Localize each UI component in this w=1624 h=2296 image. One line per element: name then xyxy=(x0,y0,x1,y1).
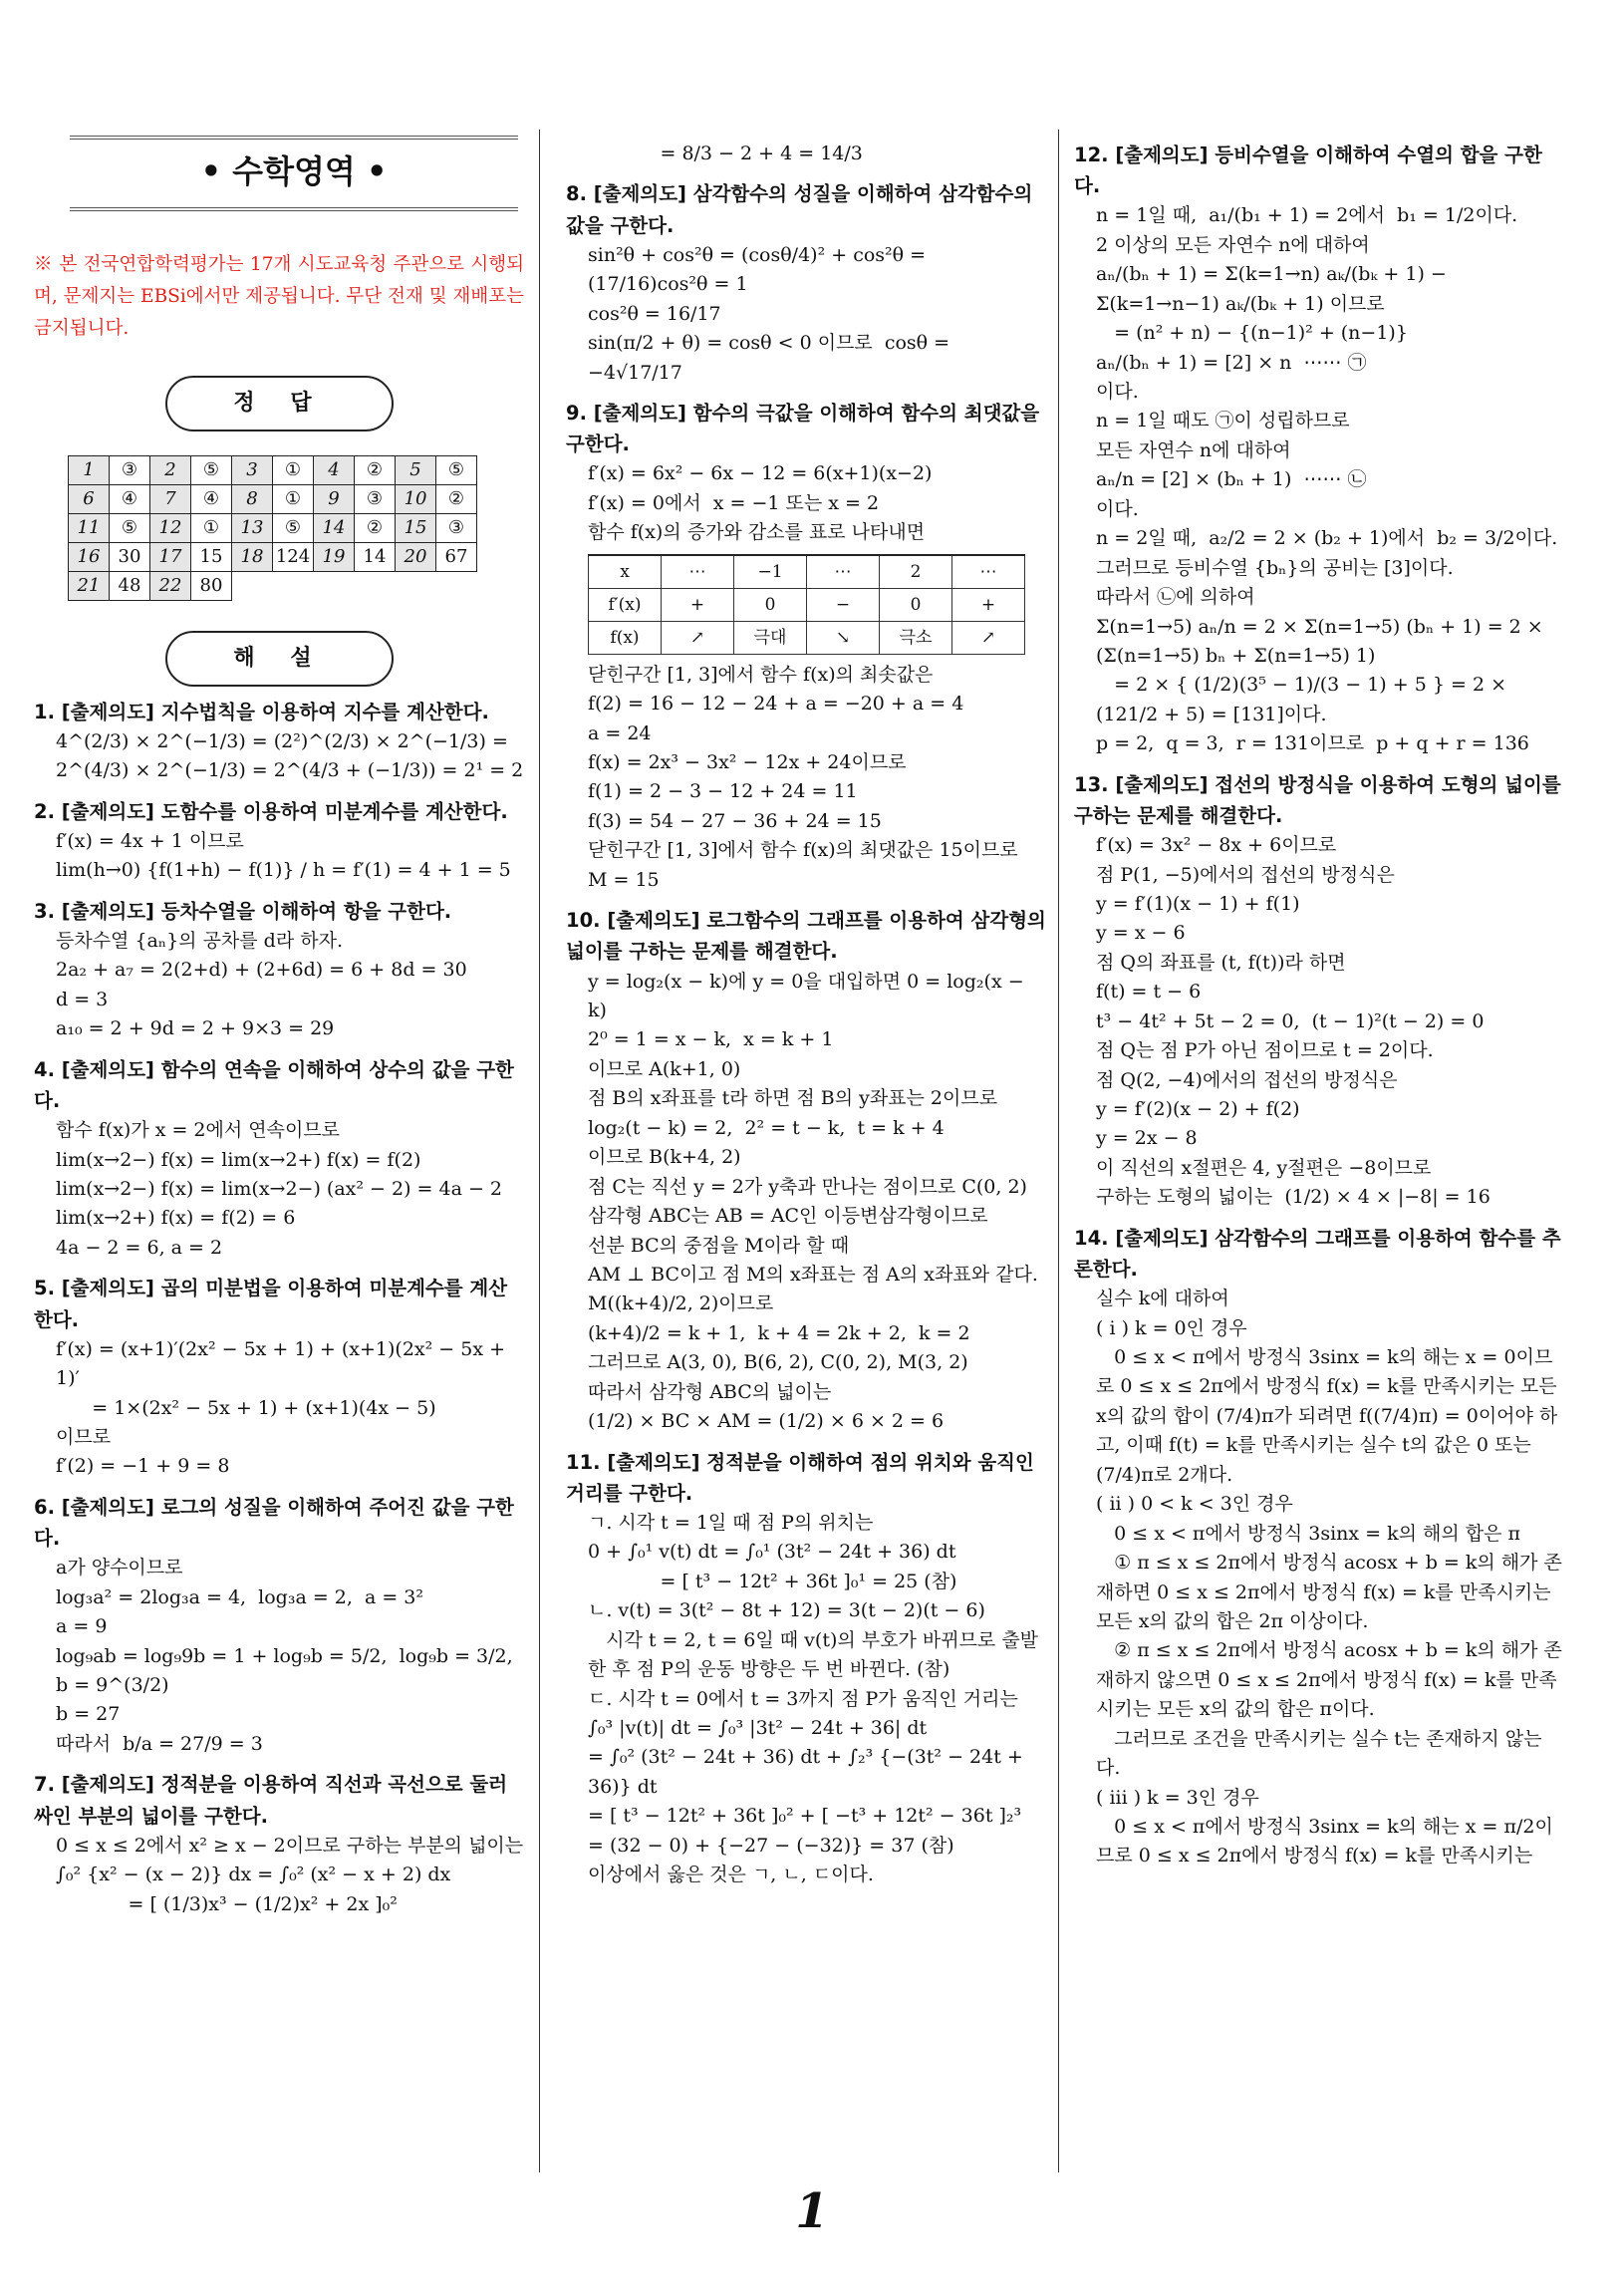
solution-line: p = 2, q = 3, r = 131이므로 p + q + r = 136 xyxy=(1096,732,1529,755)
answer-row xyxy=(69,455,477,484)
question-number: 5 xyxy=(396,455,436,484)
solution-line: 0 ≤ x < π에서 방정식 3sinx = k의 해의 합은 π xyxy=(1096,1522,1521,1545)
solution-block xyxy=(34,1054,524,1264)
solution-block xyxy=(34,796,524,886)
solution-line: 0 ≤ x < π에서 방정식 3sinx = k의 해는 x = π/2이므로 0 ≤ x ≤ 2π에서 방정식 f(x) = k를 만족시키는 xyxy=(1096,1816,1553,1867)
solution-heading-text: 13. [출제의도] 접선의 방정식을 이용하여 도형의 넓이를 구하는 문제를 해결한다. xyxy=(1074,772,1561,827)
solution-line: log₂(t − k) = 2, 2² = t − k, t = k + 4 xyxy=(588,1116,945,1139)
solution-line: 그러므로 조건을 만족시키는 실수 t는 존재하지 않는다. xyxy=(1096,1727,1542,1780)
solution-line: 함수 f(x)의 증가와 감소를 표로 나타내면 xyxy=(588,521,926,544)
solution-line: 이다. xyxy=(1096,497,1139,520)
sign-table-cell: − xyxy=(807,588,880,621)
solution-line: aₙ/(bₙ + 1) = [2] × n ⋯⋯ ㉠ xyxy=(1096,351,1367,374)
solution-line: = [ t³ − 12t² + 36t ]₀² + [ −t³ + 12t² − 36t ]₂³ xyxy=(588,1805,1022,1828)
question-number: 14 xyxy=(314,513,355,542)
sign-table-cell: 0 xyxy=(880,588,952,621)
solution-heading-text: 11. [출제의도] 정적분을 이해하여 점의 위치와 움직인 거리를 구한다. xyxy=(566,1450,1034,1505)
solution-line: 이다. xyxy=(1096,381,1139,403)
solution-block xyxy=(566,905,1046,1436)
solution-line: f′(x) = 3x² − 8x + 6이므로 xyxy=(1096,834,1337,857)
solution-line: ㄷ. 시각 t = 0에서 t = 3까지 점 P가 움직인 거리는 xyxy=(588,1687,1018,1710)
solution-heading-text: 1. [출제의도] 지수법칙을 이용하여 지수를 계산한다. xyxy=(34,700,489,723)
solution-line: 그러므로 A(3, 0), B(6, 2), C(0, 2), M(3, 2) xyxy=(588,1351,968,1374)
solution-line: n = 2일 때, a₂/2 = 2 × (b₂ + 1)에서 b₂ = 3/2이다. xyxy=(1096,527,1558,550)
question-number: 8 xyxy=(232,484,273,513)
solution-line: f(x) = 2x³ − 3x² − 12x + 24이므로 xyxy=(588,751,907,773)
solution-line: f(3) = 54 − 27 − 36 + 24 = 15 xyxy=(588,809,882,832)
solution-line: 모든 자연수 n에 대하여 xyxy=(1096,438,1291,461)
solution-line: y = f′(1)(x − 1) + f(1) xyxy=(1096,892,1300,915)
solution-line: = 1×(2x² − 5x + 1) + (x+1)(4x − 5) xyxy=(56,1396,436,1419)
sign-table-cell: −1 xyxy=(734,555,807,589)
solution-line: a = 9 xyxy=(56,1615,108,1638)
solution-block xyxy=(566,1447,1046,1890)
solution-line: cos²θ = 16/17 xyxy=(588,302,721,325)
solution-line: f′(x) = 6x² − 6x − 12 = 6(x+1)(x−2) xyxy=(588,462,933,485)
answer-value: 124 xyxy=(273,542,314,571)
solution-line: 선분 BC의 중점을 M이라 할 때 xyxy=(588,1234,850,1257)
solution-line: = ∫₀² (3t² − 24t + 36) dt + ∫₂³ {−(3t² − 24t + 36)} dt xyxy=(588,1746,1029,1798)
solution-block xyxy=(566,140,1046,168)
sign-table-cell: ↘ xyxy=(807,621,880,654)
solution-line: f′(x) = 4x + 1 이므로 xyxy=(56,829,244,852)
solution-heading-text: 14. [출제의도] 삼각함수의 그래프를 이용하여 함수를 추론한다. xyxy=(1074,1226,1561,1281)
solution-line: ㄴ. v(t) = 3(t² − 8t + 12) = 3(t − 2)(t − 6) xyxy=(588,1599,985,1622)
question-number: 10 xyxy=(396,484,436,513)
solution-line: f′(x) = 0에서 x = −1 또는 x = 2 xyxy=(588,491,880,514)
solution-block xyxy=(566,178,1046,388)
answer-value: ① xyxy=(191,513,232,542)
solution-line: ( iii ) k = 3인 경우 xyxy=(1096,1786,1259,1809)
solution-line: lim(h→0) {f(1+h) − f(1)} / h = f′(1) = 4 + 1 = 5 xyxy=(56,859,511,882)
sign-table-cell: 극대 xyxy=(734,621,807,654)
solution-line: f(t) = t − 6 xyxy=(1096,981,1202,1004)
solution-line: ∫₀³ |v(t)| dt = ∫₀³ |3t² − 24t + 36| dt xyxy=(588,1717,928,1739)
column-2 xyxy=(566,130,1046,1890)
solution-line: 따라서 b/a = 27/9 = 3 xyxy=(56,1732,263,1755)
solution-line: aₙ/n = [2] × (bₙ + 1) ⋯⋯ ㉡ xyxy=(1096,468,1367,491)
solution-heading-text: 8. [출제의도] 삼각함수의 성질을 이해하여 삼각함수의 값을 구한다. xyxy=(566,182,1033,237)
column-divider xyxy=(539,130,540,2172)
solution-line: = 2 × { (1/2)(3⁵ − 1)/(3 − 1) + 5 } = 2 × (121/2 + 5) = [131]이다. xyxy=(1096,674,1513,725)
solutions-col2 xyxy=(566,140,1046,1890)
solution-heading-text: 12. [출제의도] 등비수열을 이해하여 수열의 합을 구한다. xyxy=(1074,144,1542,198)
answer-heading: 정 답 xyxy=(165,376,394,431)
solution-line: 4^(2/3) × 2^(−1/3) = (2²)^(2/3) × 2^(−1/3) = 2^(4/3) × 2^(−1/3) = 2^(4/3 + (−1/3)) = 2¹ = 2 xyxy=(56,729,524,782)
solution-block xyxy=(34,1273,524,1482)
sign-table-cell: ↗ xyxy=(662,621,734,654)
solution-heading-text: 2. [출제의도] 도함수를 이용하여 미분계수를 계산한다. xyxy=(34,799,508,823)
solution-block xyxy=(34,697,524,786)
question-number: 13 xyxy=(232,513,273,542)
solution-line: f(2) = 16 − 12 − 24 + a = −20 + a = 4 xyxy=(588,693,964,716)
page-number: 1 xyxy=(795,2183,829,2239)
solution-line: 닫힌구간 [1, 3]에서 함수 f(x)의 최댓값은 15이므로 xyxy=(588,839,1018,862)
column-3 xyxy=(1074,130,1562,1871)
sign-table-cell: + xyxy=(952,588,1025,621)
solution-heading-text: 7. [출제의도] 정적분을 이용하여 직선과 곡선으로 둘러싸인 부분의 넓이를 구한다. xyxy=(34,1773,508,1828)
solution-line: 점 B의 x좌표를 t라 하면 점 B의 y좌표는 2이므로 xyxy=(588,1087,998,1110)
solution-line: lim(x→2−) f(x) = lim(x→2−) (ax² − 2) = 4a − 2 xyxy=(56,1178,503,1201)
solution-line: ② π ≤ x ≤ 2π에서 방정식 acosx + b = k의 해가 존재하지 않으면 0 ≤ x ≤ 2π에서 방정식 f(x) = k를 만족시키는 모든 x의 값의 합은 π이다. xyxy=(1096,1639,1562,1721)
sign-table-cell: ⋯ xyxy=(952,555,1025,589)
solution-line: f′(2) = −1 + 9 = 8 xyxy=(56,1455,230,1478)
solution-line: n = 1일 때, a₁/(b₁ + 1) = 2에서 b₁ = 1/2이다. xyxy=(1096,204,1518,227)
question-number: 12 xyxy=(150,513,191,542)
question-number: 19 xyxy=(314,542,355,571)
answer-value: ④ xyxy=(110,484,150,513)
answer-value: 48 xyxy=(110,571,150,600)
solution-line: (k+4)/2 = k + 1, k + 4 = 2k + 2, k = 2 xyxy=(588,1321,970,1344)
solution-line: ( ii ) 0 < k < 3인 경우 xyxy=(1096,1493,1293,1516)
solution-line: y = x − 6 xyxy=(1096,922,1186,945)
solution-line: aₙ/(bₙ + 1) = Σ(k=1→n) aₖ/(bₖ + 1) − Σ(k=1→n−1) aₖ/(bₖ + 1) 이므로 xyxy=(1096,263,1453,315)
solution-line: 0 + ∫₀¹ v(t) dt = ∫₀¹ (3t² − 24t + 36) dt xyxy=(588,1541,956,1564)
copyright-notice: ※ 본 전국연합학력평가는 17개 시도교육청 주관으로 시행되며, 문제지는 EBSi에서만 제공됩니다. 무단 전재 및 재배포는 금지됩니다. xyxy=(34,253,524,340)
solution-line: = (32 − 0) + {−27 − (−32)} = 37 (참) xyxy=(588,1834,954,1857)
answer-row xyxy=(69,571,477,600)
solution-block xyxy=(566,398,1046,895)
sign-table-cell: x xyxy=(589,555,662,589)
question-number: 2 xyxy=(150,455,191,484)
answer-value: ⑤ xyxy=(191,455,232,484)
answer-value: ③ xyxy=(110,455,150,484)
solution-line: ① π ≤ x ≤ 2π에서 방정식 acosx + b = k의 해가 존재하면 0 ≤ x ≤ 2π에서 방정식 f(x) = k를 만족시키는 모든 x의 값의 합은 2π 이상이다. xyxy=(1096,1552,1562,1632)
solution-line: 점 Q(2, −4)에서의 접선의 방정식은 xyxy=(1096,1068,1398,1091)
solution-line: 0 ≤ x ≤ 2에서 x² ≥ x − 2이므로 구하는 부분의 넓이는 xyxy=(56,1834,524,1857)
column-1 xyxy=(34,130,524,1919)
solution-block xyxy=(34,1769,524,1919)
solution-line: ∫₀² {x² − (x − 2)} dx = ∫₀² (x² − x + 2) dx xyxy=(56,1864,451,1886)
solution-line: t³ − 4t² + 5t − 2 = 0, (t − 1)²(t − 2) = 0 xyxy=(1096,1009,1485,1032)
solution-line: sin²θ + cos²θ = (cosθ/4)² + cos²θ = (17/16)cos²θ = 1 xyxy=(588,243,933,296)
question-number: 7 xyxy=(150,484,191,513)
question-number: 1 xyxy=(69,455,110,484)
solution-line: y = 2x − 8 xyxy=(1096,1127,1198,1150)
sign-table-cell: 0 xyxy=(734,588,807,621)
solution-heading-text: 4. [출제의도] 함수의 연속을 이해하여 상수의 값을 구한다. xyxy=(34,1057,514,1112)
solution-heading-text: 3. [출제의도] 등차수열을 이해하여 항을 구한다. xyxy=(34,899,452,923)
solution-line: 구하는 도형의 넓이는 (1/2) × 4 × |−8| = 16 xyxy=(1096,1186,1490,1209)
solution-line: lim(x→2−) f(x) = lim(x→2+) f(x) = f(2) xyxy=(56,1148,421,1171)
solution-block xyxy=(34,896,524,1044)
solution-line: ㄱ. 시각 t = 1일 때 점 P의 위치는 xyxy=(588,1511,874,1534)
solution-line: 닫힌구간 [1, 3]에서 함수 f(x)의 최솟값은 xyxy=(588,663,934,686)
sign-table-cell: ⋯ xyxy=(662,555,734,589)
solution-line: a = 24 xyxy=(588,721,652,744)
answer-value: ⑤ xyxy=(273,513,314,542)
solution-line: = [ t³ − 12t² + 36t ]₀¹ = 25 (참) xyxy=(588,1570,957,1592)
sign-table-cell: ⋯ xyxy=(807,555,880,589)
answer-value: ③ xyxy=(355,484,396,513)
sign-table-cell: f(x) xyxy=(589,621,662,654)
solution-heading-text: 6. [출제의도] 로그의 성질을 이해하여 주어진 값을 구한다. xyxy=(34,1495,514,1551)
solution-line: sin(π/2 + θ) = cosθ < 0 이므로 cosθ = −4√17/17 xyxy=(588,332,956,384)
question-number: 15 xyxy=(396,513,436,542)
column-divider xyxy=(1058,130,1059,2172)
solution-line: b = 27 xyxy=(56,1703,121,1726)
solution-line: 0 ≤ x < π에서 방정식 3sinx = k의 해는 x = 0이므로 0 ≤ x ≤ 2π에서 방정식 f(x) = k를 만족시키는 모든 x의 값의 합이 (7/4)π가 되려면 f((7/4)π) = 0이어야 하고, 이때 f(t) = k를 만족시키는 실수 t의 값은 0 또는 (7/4)π로 2개다. xyxy=(1096,1346,1563,1486)
solution-line: 이므로 B(k+4, 2) xyxy=(588,1146,741,1169)
solution-line: lim(x→2+) f(x) = f(2) = 6 xyxy=(56,1207,296,1230)
solution-line: 함수 f(x)가 x = 2에서 연속이므로 xyxy=(56,1119,341,1142)
solution-line: 점 Q는 점 P가 아닌 점이므로 t = 2이다. xyxy=(1096,1039,1434,1062)
solution-line: 점 P(1, −5)에서의 접선의 방정식은 xyxy=(1096,863,1395,886)
solution-line: 따라서 삼각형 ABC의 넓이는 xyxy=(588,1380,832,1403)
solution-line: 4a − 2 = 6, a = 2 xyxy=(56,1236,223,1259)
solution-line: y = f′(2)(x − 2) + f(2) xyxy=(1096,1098,1300,1120)
solution-line: 등차수열 {aₙ}의 공차를 d라 하자. xyxy=(56,930,343,953)
answer-row xyxy=(69,513,477,542)
solution-line: 2a₂ + a₇ = 2(2+d) + (2+6d) = 6 + 8d = 30 xyxy=(56,959,467,982)
answer-value: 15 xyxy=(191,542,232,571)
answer-value: 14 xyxy=(355,542,396,571)
sign-table-cell: 극소 xyxy=(880,621,952,654)
solution-line: (1/2) × BC × AM = (1/2) × 6 × 2 = 6 xyxy=(588,1410,945,1433)
solution-block xyxy=(1074,140,1562,759)
answer-row xyxy=(69,542,477,571)
solution-line: Σ(n=1→5) aₙ/n = 2 × Σ(n=1→5) (bₙ + 1) = 2 × (Σ(n=1→5) bₙ + Σ(n=1→5) 1) xyxy=(1096,615,1549,667)
solution-line: = 8/3 − 2 + 4 = 14/3 xyxy=(588,143,863,164)
answer-row xyxy=(69,484,477,513)
answer-value: ① xyxy=(273,455,314,484)
answer-value: 30 xyxy=(110,542,150,571)
solution-line: 이므로 xyxy=(56,1426,112,1449)
solution-heading-text: 9. [출제의도] 함수의 극값을 이해하여 함수의 최댓값을 구한다. xyxy=(566,402,1040,456)
solution-line: 이 직선의 x절편은 4, y절편은 −8이므로 xyxy=(1096,1156,1432,1179)
solution-line: 그러므로 등비수열 {bₙ}의 공비는 [3]이다. xyxy=(1096,556,1454,579)
question-number: 9 xyxy=(314,484,355,513)
answer-value: 67 xyxy=(436,542,477,571)
question-number: 3 xyxy=(232,455,273,484)
answer-value: ② xyxy=(355,513,396,542)
sign-table-cell: f′(x) xyxy=(589,588,662,621)
solution-line: 따라서 ㉡에 의하여 xyxy=(1096,586,1255,609)
solutions-col1 xyxy=(34,697,524,1919)
question-number: 6 xyxy=(69,484,110,513)
solution-block xyxy=(34,1492,524,1759)
solution-line: M((k+4)/2, 2)이므로 xyxy=(588,1292,774,1315)
question-number: 11 xyxy=(69,513,110,542)
solution-line: = [ (1/3)x³ − (1/2)x² + 2x ]₀² xyxy=(56,1892,398,1915)
solution-heading-text: 10. [출제의도] 로그함수의 그래프를 이용하여 삼각형의 넓이를 구하는 문제를 해결한다. xyxy=(566,909,1046,964)
solution-heading: 해 설 xyxy=(165,631,394,687)
solution-line: 삼각형 ABC는 AB = AC인 이등변삼각형이므로 xyxy=(588,1205,988,1228)
answer-value: ② xyxy=(355,455,396,484)
answer-value: ① xyxy=(273,484,314,513)
sign-table xyxy=(588,554,1025,655)
section-title: • 수학영역 • xyxy=(70,136,518,211)
solution-line: 이상에서 옳은 것은 ㄱ, ㄴ, ㄷ이다. xyxy=(588,1864,874,1886)
question-number: 16 xyxy=(69,542,110,571)
solution-line: y = log₂(x − k)에 y = 0을 대입하면 0 = log₂(x − k) xyxy=(588,970,1030,1021)
solution-line: 시각 t = 2, t = 6일 때 v(t)의 부호가 바뀌므로 출발한 후 점 P의 운동 방향은 두 번 바뀐다. (참) xyxy=(588,1628,1039,1681)
sign-table-cell: ↗ xyxy=(952,621,1025,654)
question-number: 17 xyxy=(150,542,191,571)
question-number: 20 xyxy=(396,542,436,571)
answer-value: ③ xyxy=(436,513,477,542)
solution-line: log₉ab = log₉9b = 1 + log₉b = 5/2, log₉b = 3/2, b = 9^(3/2) xyxy=(56,1644,525,1697)
solution-line: a₁₀ = 2 + 9d = 2 + 9×3 = 29 xyxy=(56,1017,335,1040)
sign-table-cell: 2 xyxy=(880,555,952,589)
answer-value: ⑤ xyxy=(436,455,477,484)
answer-value: ④ xyxy=(191,484,232,513)
answer-value: 80 xyxy=(191,571,232,600)
solution-line: n = 1일 때도 ㉠이 성립하므로 xyxy=(1096,410,1350,432)
question-number: 4 xyxy=(314,455,355,484)
answer-value: ⑤ xyxy=(110,513,150,542)
question-number: 22 xyxy=(150,571,191,600)
solution-line: 실수 k에 대하여 xyxy=(1096,1288,1229,1310)
solution-line: a가 양수이므로 xyxy=(56,1557,183,1579)
solution-line: M = 15 xyxy=(588,868,660,891)
solution-heading-text: 5. [출제의도] 곱의 미분법을 이용하여 미분계수를 계산한다. xyxy=(34,1277,508,1331)
answer-table xyxy=(68,455,477,601)
solution-line: 2⁰ = 1 = x − k, x = k + 1 xyxy=(588,1028,834,1051)
solution-line: 이므로 A(k+1, 0) xyxy=(588,1057,741,1080)
solution-block xyxy=(1074,1223,1562,1871)
solution-line: ( i ) k = 0인 경우 xyxy=(1096,1316,1247,1339)
solution-line: 2 이상의 모든 자연수 n에 대하여 xyxy=(1096,233,1370,256)
solution-line: AM ⊥ BC이고 점 M의 x좌표는 점 A의 x좌표와 같다. xyxy=(588,1263,1038,1286)
solution-line: = (n² + n) − {(n−1)² + (n−1)} xyxy=(1096,322,1408,345)
answer-value: ② xyxy=(436,484,477,513)
solution-line: f′(x) = (x+1)′(2x² − 5x + 1) + (x+1)(2x² − 5x + 1)′ xyxy=(56,1337,512,1390)
solution-block xyxy=(1074,769,1562,1213)
question-number: 21 xyxy=(69,571,110,600)
solution-line: 점 C는 직선 y = 2가 y축과 만나는 점이므로 C(0, 2) xyxy=(588,1175,1027,1198)
solution-line: 점 Q의 좌표를 (t, f(t))라 하면 xyxy=(1096,951,1346,974)
solution-line: d = 3 xyxy=(56,988,109,1010)
sign-table-cell: + xyxy=(662,588,734,621)
solution-line: log₃a² = 2log₃a = 4, log₃a = 2, a = 3² xyxy=(56,1585,424,1608)
solutions-col3 xyxy=(1074,140,1562,1871)
question-number: 18 xyxy=(232,542,273,571)
solution-line: f(1) = 2 − 3 − 12 + 24 = 11 xyxy=(588,780,858,803)
